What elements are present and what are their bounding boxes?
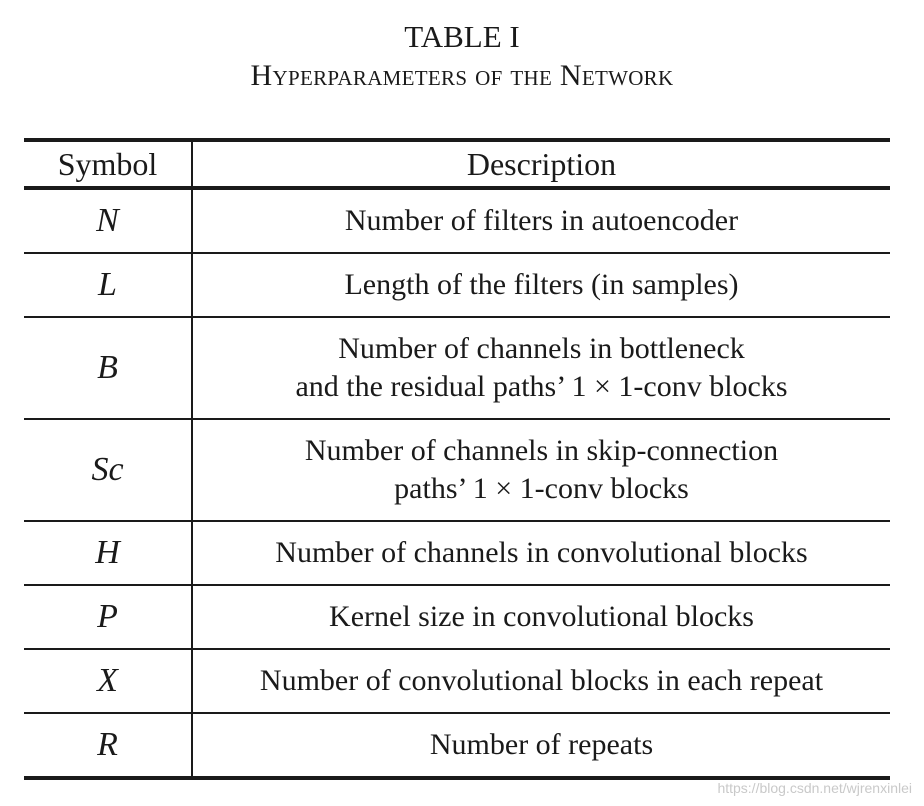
hyperparameters-table bbox=[24, 138, 890, 780]
table-row bbox=[24, 419, 890, 521]
header-description: Description bbox=[192, 140, 890, 188]
table-caption-label: TABLE I bbox=[404, 19, 520, 54]
description-cell bbox=[192, 521, 890, 585]
description-line: and the residual paths’ 1 × 1-conv blocks bbox=[295, 370, 788, 403]
table-row bbox=[24, 585, 890, 649]
symbol-cell: B bbox=[24, 317, 192, 419]
table-row bbox=[24, 253, 890, 317]
description-cell bbox=[192, 188, 890, 253]
description-cell bbox=[192, 713, 890, 778]
symbol-cell: H bbox=[24, 521, 192, 585]
description-line: Number of repeats bbox=[429, 728, 654, 761]
symbol-cell: R bbox=[24, 713, 192, 778]
table-row bbox=[24, 521, 890, 585]
description-cell bbox=[192, 649, 890, 713]
description-line: paths’ 1 × 1-conv blocks bbox=[394, 472, 689, 505]
description-line: Length of the filters (in samples) bbox=[344, 268, 739, 301]
description-cell bbox=[192, 585, 890, 649]
table-row bbox=[24, 713, 890, 778]
description-line: Number of filters in autoencoder bbox=[344, 204, 739, 237]
header-symbol: Symbol bbox=[24, 140, 192, 188]
description-cell bbox=[192, 253, 890, 317]
description-cell bbox=[192, 419, 890, 521]
watermark-url: https://blog.csdn.net/wjrenxinlei bbox=[717, 780, 912, 796]
table-caption-title: Hyperparameters of the Network bbox=[250, 59, 674, 92]
symbol-cell: N bbox=[24, 188, 192, 253]
symbol-cell: Sc bbox=[24, 419, 192, 521]
header-row bbox=[24, 140, 890, 188]
symbol-cell: X bbox=[24, 649, 192, 713]
description-line: Number of channels in bottleneck bbox=[338, 332, 745, 365]
table-row bbox=[24, 649, 890, 713]
description-line: Number of channels in convolutional blocks bbox=[275, 536, 808, 569]
description-line: Number of channels in skip-connection bbox=[304, 434, 779, 467]
description-cell bbox=[192, 317, 890, 419]
description-line: Kernel size in convolutional blocks bbox=[329, 600, 754, 633]
symbol-cell: L bbox=[24, 253, 192, 317]
table-row bbox=[24, 317, 890, 419]
description-line: Number of convolutional blocks in each repeat bbox=[259, 664, 824, 697]
symbol-cell: P bbox=[24, 585, 192, 649]
table-row bbox=[24, 188, 890, 253]
